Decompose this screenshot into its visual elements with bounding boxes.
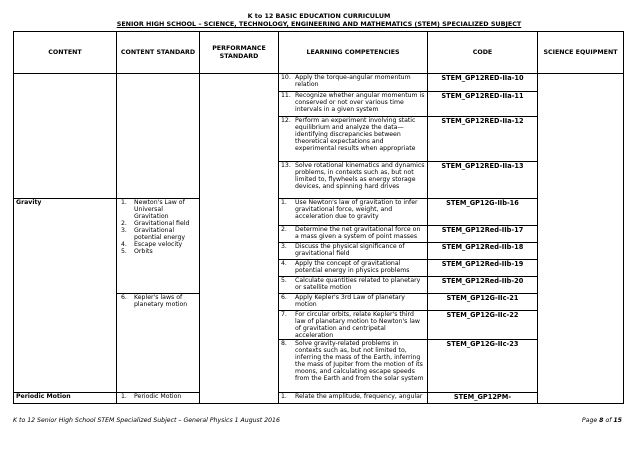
content-standard-cell: 1. Newton's Law of Universal Gravitation 2. Gravitational field 3. Gravitational potential energy 4. Escape velocity 5. Orbits xyxy=(117,199,200,294)
competency-cell: 5. Calculate quantities related to planetary or satellite motion xyxy=(279,277,428,294)
content-standard-cell: 6. Kepler's laws of planetary motion xyxy=(117,294,200,393)
code-cell: STEM_GP12RED-IIa-11 xyxy=(428,92,538,117)
col-header-learning-competencies: LEARNING COMPETENCIES xyxy=(279,32,428,74)
footer-text: K to 12 Senior High School STEM Specialized Subject – General Physics 1 August 2016 xyxy=(13,417,280,424)
col-header-performance-standard: PERFORMANCE STANDARD xyxy=(200,32,279,74)
code-cell: STEM_GP12Red-IIb-18 xyxy=(428,243,538,260)
table-row xyxy=(14,74,624,92)
competency-cell: 12. Perform an experiment involving static equilibrium and analyze the data—identifying discrepancies between theoretical expectations and experimental results when appropriate xyxy=(279,117,428,162)
competency-cell: 6. Apply Kepler's 3rd Law of planetary motion xyxy=(279,294,428,311)
code-cell: STEM_GP12G-IIc-23 xyxy=(428,340,538,393)
col-header-science-equipment: SCIENCE EQUIPMENT xyxy=(538,32,624,74)
content-cell xyxy=(14,74,117,199)
table-row xyxy=(14,199,624,226)
content-topic-periodic-motion: Periodic Motion xyxy=(14,393,117,404)
code-cell: STEM_GP12Red-IIb-19 xyxy=(428,260,538,277)
code-cell: STEM_GP12PM- xyxy=(428,393,538,404)
col-header-content: CONTENT xyxy=(14,32,117,74)
competency-cell: 1. Use Newton's law of gravitation to infer gravitational force, weight, and acceleration due to gravity xyxy=(279,199,428,226)
code-cell: STEM_GP12RED-IIa-12 xyxy=(428,117,538,162)
code-cell: STEM_GP12G-IIb-16 xyxy=(428,199,538,226)
col-header-code: CODE xyxy=(428,32,538,74)
code-cell: STEM_GP12Red-IIb-20 xyxy=(428,277,538,294)
page-number: Page 8 of 15 xyxy=(581,417,622,424)
content-topic-gravity: Gravity xyxy=(14,199,117,393)
competency-cell: 8. Solve gravity-related problems in contexts such as, but not limited to, inferring the mass of the Earth, inferring the mass of Jupiter from the motion of its moons, and calculating escape speeds from the Earth and from the solar system xyxy=(279,340,428,393)
col-header-content-standard: CONTENT STANDARD xyxy=(117,32,200,74)
curriculum-table xyxy=(13,31,624,404)
equipment-cell xyxy=(538,74,624,404)
code-cell: STEM_GP12G-IIc-22 xyxy=(428,311,538,340)
code-cell: STEM_GP12RED-IIa-10 xyxy=(428,74,538,92)
code-cell: STEM_GP12Red-IIb-17 xyxy=(428,226,538,243)
competency-cell: 10. Apply the torque-angular momentum relation xyxy=(279,74,428,92)
competency-cell: 4. Apply the concept of gravitational potential energy in physics problems xyxy=(279,260,428,277)
competency-cell: 7. For circular orbits, relate Kepler's third law of planetary motion to Newton's law of gravitation and centripetal acceleration xyxy=(279,311,428,340)
table-row xyxy=(14,393,624,404)
code-cell: STEM_GP12RED-IIa-13 xyxy=(428,162,538,199)
competency-cell: 2. Determine the net gravitational force on a mass given a system of point masses xyxy=(279,226,428,243)
competency-cell: 1. Relate the amplitude, frequency, angular xyxy=(279,393,428,404)
code-cell: STEM_GP12G-IIc-21 xyxy=(428,294,538,311)
performance-standard-cell xyxy=(200,74,279,404)
content-standard-cell xyxy=(117,74,200,199)
content-standard-cell: 1. Periodic Motion xyxy=(117,393,200,404)
table-header-row xyxy=(14,32,624,74)
competency-cell: 11. Recognize whether angular momentum is conserved or not over various time intervals in a given system xyxy=(279,92,428,117)
competency-cell: 13. Solve rotational kinematics and dynamics problems, in contexts such as, but not limited to, flywheels as energy storage devices, and spinning hard drives xyxy=(279,162,428,199)
competency-cell: 3. Discuss the physical significance of gravitational field xyxy=(279,243,428,260)
document-title: K to 12 BASIC EDUCATION CURRICULUM xyxy=(247,12,391,20)
document-subtitle: SENIOR HIGH SCHOOL – SCIENCE, TECHNOLOGY, ENGINEERING AND MATHEMATICS (STEM) SPECIALIZED SUBJECT xyxy=(116,20,522,28)
